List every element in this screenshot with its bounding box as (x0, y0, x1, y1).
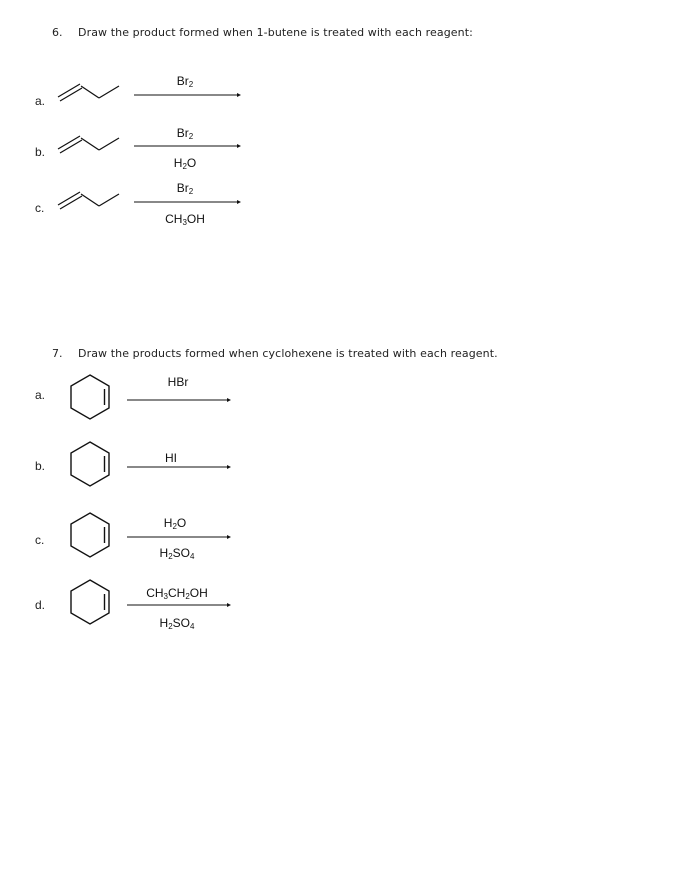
q6-number: 6. (52, 26, 63, 39)
q6a-reagent-above: $Br_2$ (176, 74, 194, 89)
q7d-reagent-above: $CH_3CH_2OH$ (146, 586, 208, 601)
q7d-reagent-below: $H_2SO_4$ (159, 616, 195, 631)
q7-number: 7. (52, 347, 63, 360)
q7c-reagent-above: $H_2O$ (163, 516, 187, 531)
q7c-letter: c. (35, 533, 45, 547)
q6-prompt: Draw the product formed when 1-butene is treated with each reagent: (78, 26, 473, 39)
q7c-reagent-below: $H_2SO_4$ (159, 546, 195, 561)
q6c-letter: c. (35, 201, 45, 215)
q7b-letter: b. (35, 459, 46, 473)
q7a-reagent-above: HBr (167, 375, 189, 389)
q7b-reagent-above: HI (165, 451, 177, 465)
q6a-letter: a. (35, 94, 46, 108)
q6b-letter: b. (35, 145, 46, 159)
q7-prompt: Draw the products formed when cyclohexene is treated with each reagent. (78, 347, 498, 360)
q7a-letter: a. (35, 388, 46, 402)
q6c-reagent-above: $Br_2$ (176, 181, 194, 196)
q6b-reagent-below: $H_2O$ (173, 156, 197, 171)
q6c-reagent-below: $CH_3OH$ (165, 212, 205, 227)
q6b-reagent-above: $Br_2$ (176, 126, 194, 141)
q7d-letter: d. (35, 598, 46, 612)
